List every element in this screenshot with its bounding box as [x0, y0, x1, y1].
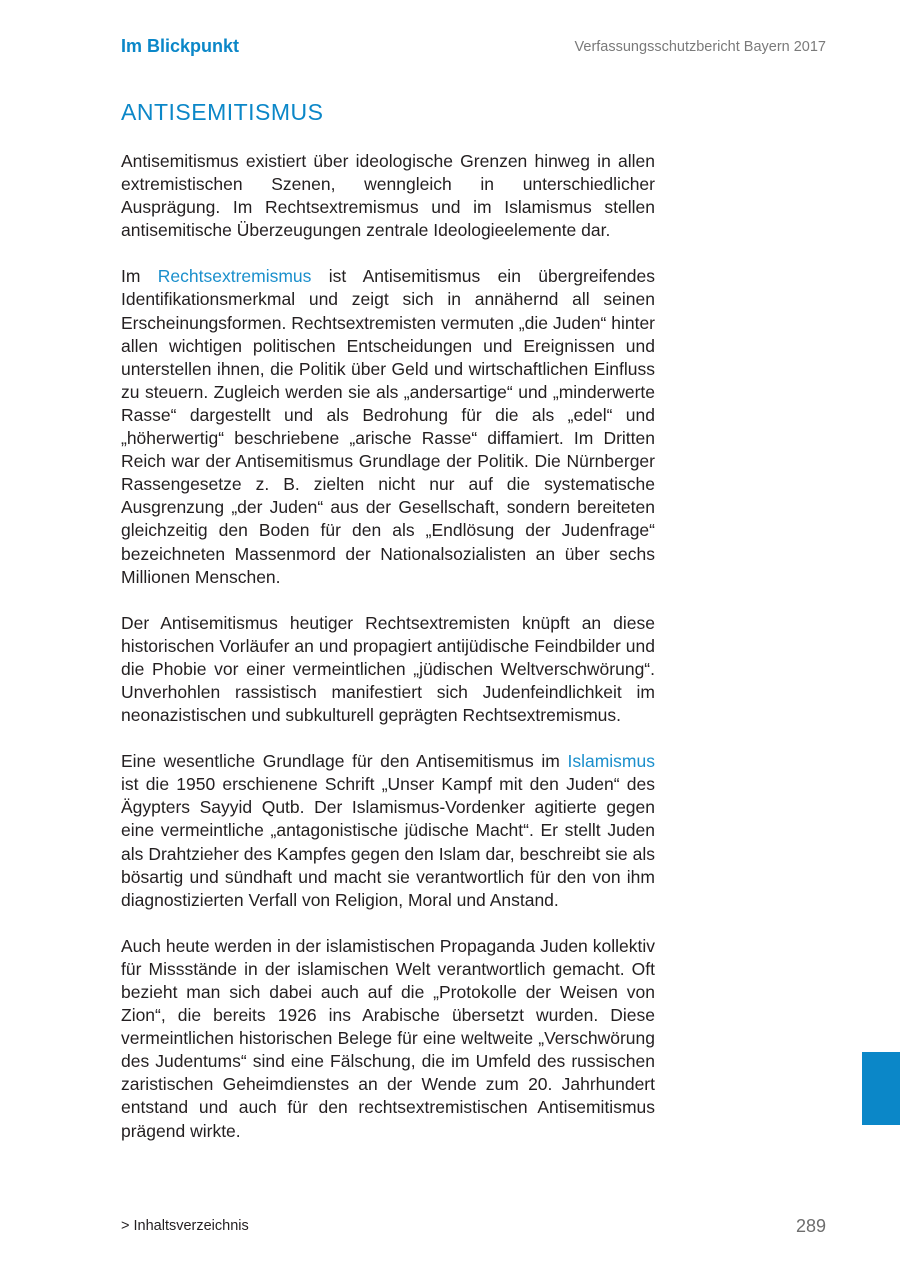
page-heading: ANTISEMITISMUS	[121, 99, 324, 125]
rechtsextremismus-link[interactable]: Rechtsextremismus	[157, 266, 312, 287]
table-of-contents-link[interactable]: > Inhaltsverzeichnis	[121, 1218, 249, 1234]
paragraph-2-intro: Im	[121, 266, 158, 287]
paragraph-4	[121, 750, 655, 912]
paragraph-4-text: ist die 1950 erschienene Schrift „Unser Kampf mit den Juden“ des Ägypters Sayyid Qutb. Der Islamismus-Vordenker agitierte gegen eine vermeintliche „antagonistische jüdische Macht“. Er stellt Juden als Drahtzieher des Kampfes gegen den Islam dar, beschreibt sie als bösartig und sündhaft und macht sie verantwortlich für den von ihm diagnostizierten Verfall von Religion, Moral und Anstand.	[121, 774, 655, 910]
islamismus-link[interactable]: Islamismus	[567, 751, 655, 772]
page-number: 289	[795, 1216, 826, 1236]
paragraph-5: Auch heute werden in der islamistischen Propaganda Juden kollektiv für Missstände in der islamischen Welt verantwortlich gemacht. Oft bezieht man sich dabei auch auf die „Protokolle der Weisen von Zion“, die bereits 1926 ins Arabische übersetzt wurden. Diese vermeintlichen historischen Belege für eine weltweite „Verschwörung des Judentums“ sind eine Fälschung, die im Umfeld des russischen zaristischen Geheimdienstes an der Wende zum 20. Jahrhundert entstand und auch für den rechtsextremistischen Antisemitismus prägend wirkte.	[121, 935, 655, 1141]
document-title: Verfassungsschutzbericht Bayern 2017	[574, 39, 826, 55]
article-body	[121, 150, 655, 1166]
chapter-side-tab	[862, 1052, 900, 1125]
paragraph-2	[121, 265, 655, 588]
paragraph-1: Antisemitismus existiert über ideologische Grenzen hinweg in allen extremistischen Szenen, wenngleich in unterschiedlicher Ausprägung. Im Rechtsextremismus und im Islamismus stellen antisemitische Überzeugungen zentrale Ideologieelemente dar.	[121, 151, 655, 241]
paragraph-2-text: ist Antisemitismus ein übergreifendes Identifikationsmerkmal und zeigt sich in annähernd all seinen Erscheinungsformen. Rechtsextremisten vermuten „die Juden“ hinter allen wichtigen politischen Entscheidungen und Ereignissen und unterstellen ihnen, die Politik über Geld und wirtschaftlichen Einfluss zu steuern. Zugleich werden sie als „andersartige“ und „minderwerte Rasse“ dargestellt und als Bedrohung für die als „edel“ und „höherwertig“ beschriebene „arische Rasse“ diffamiert. Im Dritten Reich war der Antisemitismus Grundlage der Politik. Die Nürnberger Rassengesetze z. B. zielten nicht nur auf die systematische Ausgrenzung „der Juden“ aus der Gesellschaft, sondern bereiteten gleichzeitig den Boden für den als „Endlösung der Judenfrage“ bezeichneten Massenmord der Nationalsozialisten an über sechs Millionen Menschen.	[121, 266, 655, 587]
paragraph-3: Der Antisemitismus heutiger Rechtsextremisten knüpft an diese historischen Vorläufer an und propagiert antijüdische Feindbilder und die Phobie vor einer vermeintlichen „jüdischen Weltverschwörung“. Unverhohlen rassistisch manifestiert sich Judenfeindlichkeit im neonazistischen und subkulturell geprägten Rechtsextremismus.	[121, 612, 655, 726]
section-label[interactable]: Im Blickpunkt	[121, 36, 240, 56]
paragraph-4-intro: Eine wesentliche Grundlage für den Antisemitismus im	[121, 751, 568, 772]
